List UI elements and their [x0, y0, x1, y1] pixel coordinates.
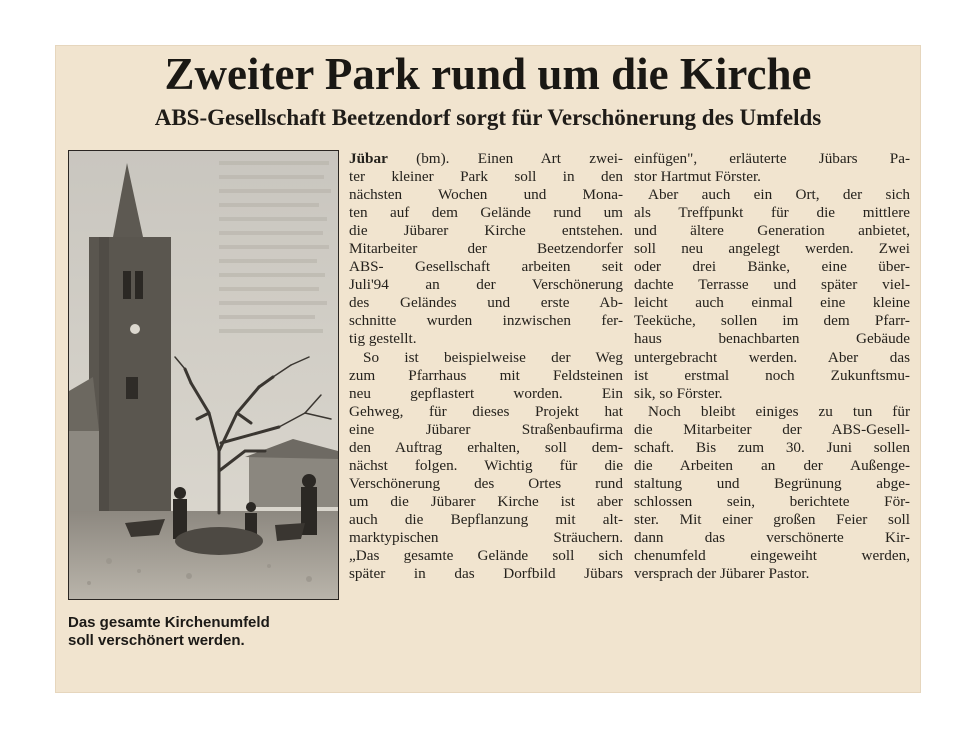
- text-line: ter kleiner Park soll in den: [349, 168, 623, 186]
- text-line: dachte Terrasse und später viel-: [634, 276, 910, 294]
- text-line: einfügen", erläuterte Jübars Pa-: [634, 150, 910, 167]
- newspaper-clipping: [56, 46, 920, 692]
- text-line: des Geländes und erste Ab-: [349, 294, 623, 312]
- headline: Zweiter Park rund um die Kirche: [164, 49, 812, 99]
- church-photo-icon: [69, 151, 338, 599]
- text-line: schaft. Bis zum 30. Juni sollen: [634, 438, 910, 456]
- text-line: eine Jübarer Straßenbaufirma: [349, 420, 623, 438]
- text-line: leicht auch einmal eine kleine: [634, 294, 910, 312]
- text-line: später in das Dorfbild Jübars: [349, 565, 623, 583]
- text-line: ABS- Gesellschaft arbeiten seit: [349, 258, 623, 276]
- text-line: „Das gesamte Gelände soll sich: [349, 547, 623, 565]
- text-line: Gehweg, für dieses Projekt hat: [349, 402, 623, 420]
- text-line: untergebracht werden. Aber das: [634, 348, 910, 366]
- text-line: oder drei Bänke, eine über-: [634, 258, 910, 276]
- text-line: auch die Bepflanzung mit alt-: [349, 510, 623, 528]
- text-line: und ältere Generation anbietet,: [634, 222, 910, 240]
- text-line: schnitte wurden inzwischen fer-: [349, 312, 623, 330]
- text-line: die Jübarer Kirche entstehen.: [349, 222, 623, 240]
- dateline: Jübar: [349, 150, 388, 167]
- text-line: Juli'94 an der Verschönerung: [349, 276, 623, 294]
- article-column-1: [349, 150, 623, 583]
- text-line: Noch bleibt einiges zu tun für: [648, 402, 910, 420]
- text-fragment: (bm). Einen Art zwei-: [387, 150, 623, 167]
- text-line: Aber auch ein Ort, der sich: [648, 186, 910, 204]
- text-line: dann das verschönerte Kir-: [634, 528, 910, 546]
- text-line: den Auftrag erhalten, soll dem-: [349, 438, 623, 456]
- text-line: nächsten Wochen und Mona-: [349, 186, 623, 204]
- photo-caption: [68, 614, 340, 650]
- text-line: chenumfeld eingeweiht werden,: [634, 547, 910, 565]
- text-line: ster. Mit einer großen Feier soll: [634, 510, 910, 528]
- subheadline: ABS-Gesellschaft Beetzendorf sorgt für Verschönerung des Umfelds: [154, 105, 822, 130]
- text-line: So ist beispielweise der Weg: [363, 348, 623, 366]
- text-line: versprach der Jübarer Pastor.: [634, 565, 810, 583]
- text-line: die Arbeiten an der Außenge-: [634, 456, 910, 474]
- text-line: zum Pfarrhaus mit Feldsteinen: [349, 366, 623, 384]
- text-line: marktypischen Sträuchern.: [349, 528, 623, 546]
- text-line: Mitarbeiter der Beetzendorfer: [349, 240, 623, 258]
- church-photo: [68, 150, 339, 600]
- text-line: ten auf dem Gelände rund um: [349, 204, 623, 222]
- text-line: die Mitarbeiter der ABS-Gesell-: [634, 420, 910, 438]
- text-line: soll neu angelegt werden. Zwei: [634, 240, 910, 258]
- text-line: Verschönerung des Ortes rund: [349, 474, 623, 492]
- caption-line: soll verschönert werden.: [68, 632, 245, 649]
- caption-line: Das gesamte Kirchenumfeld: [68, 614, 270, 631]
- text-line: Teeküche, sollen im dem Pfarr-: [634, 312, 910, 330]
- text-line: schlossen sein, berichtete För-: [634, 492, 910, 510]
- text-line: tig gestellt.: [349, 330, 417, 348]
- text-line: stor Hartmut Förster.: [634, 168, 761, 186]
- text-line: ist erstmal noch Zukunftsmu-: [634, 366, 910, 384]
- text-line: staltung und Begrünung abge-: [634, 474, 910, 492]
- text-line: [349, 150, 623, 168]
- text-line: neu gepflastert worden. Ein: [349, 384, 623, 402]
- article-column-2: [634, 150, 910, 583]
- text-line: als Treffpunkt für die mittlere: [634, 204, 910, 222]
- text-line: nächst folgen. Wichtig für die: [349, 456, 623, 474]
- text-line: sik, so Förster.: [634, 384, 723, 402]
- text-line: haus benachbarten Gebäude: [634, 330, 910, 348]
- text-line: um die Jübarer Kirche ist aber: [349, 492, 623, 510]
